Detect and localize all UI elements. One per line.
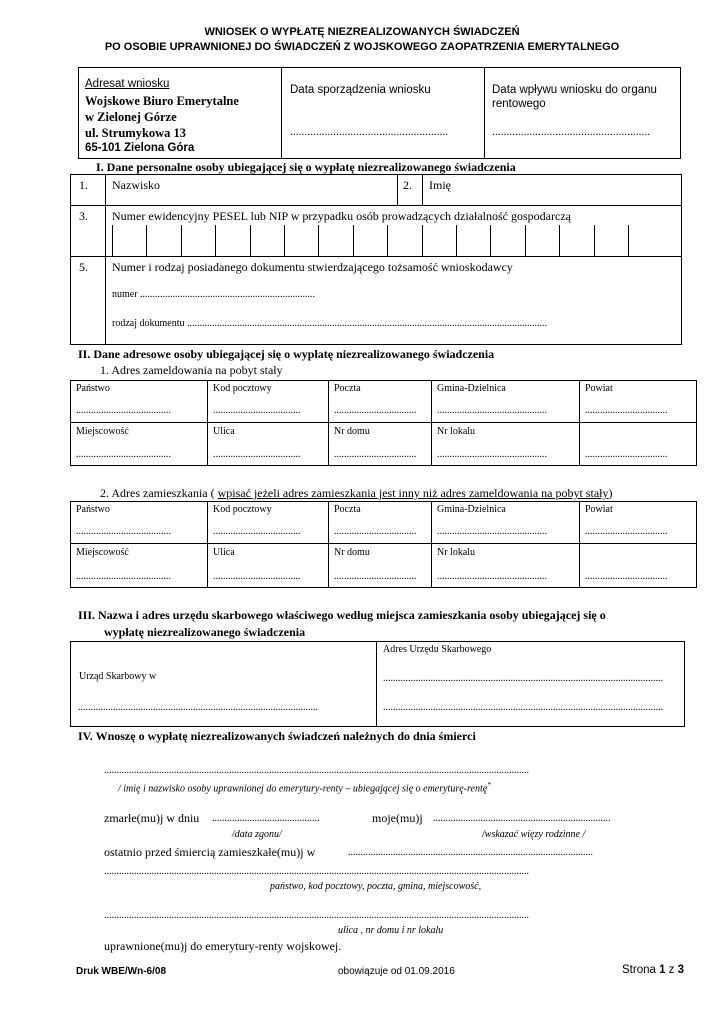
pesel-nip-cells[interactable]	[112, 225, 629, 256]
section3-title-line2: wypłatę niezrealizowanego świadczenia	[104, 625, 306, 639]
valid-from: obowiązuje od 01.09.2016	[338, 966, 455, 977]
street-label: Ulica	[213, 426, 235, 437]
surname-label: Nazwisko	[112, 178, 160, 192]
street-field[interactable]: ...................................	[213, 571, 301, 582]
city-label: Miejscowość	[76, 547, 129, 558]
extra-field[interactable]: .................................	[585, 449, 668, 460]
document-number-field[interactable]: numer ......................................................................	[112, 289, 316, 300]
municipality-field[interactable]: ............................................	[437, 405, 547, 416]
pesel-cell[interactable]	[353, 225, 387, 256]
city-field[interactable]: ......................................	[76, 571, 171, 582]
date-received-field[interactable]: .......................................................	[492, 126, 651, 138]
relationship-field[interactable]: .......................................................................	[433, 813, 611, 824]
row3-number: 3.	[79, 209, 88, 223]
residence-address-heading: 2. Adres zamieszkania ( wpisać jeżeli adres zamieszkania jest inny niż adres zameldowania na pobyt stały)	[100, 486, 613, 500]
relationship-caption: /wskazać więzy rodzinne /	[482, 829, 586, 840]
district-field[interactable]: .................................	[585, 526, 668, 537]
post-office-field[interactable]: .................................	[334, 405, 417, 416]
city-label: Miejscowość	[76, 426, 129, 437]
country-field[interactable]: ......................................	[76, 405, 171, 416]
first-name-label: Imię	[429, 178, 451, 192]
street-field[interactable]: ...................................	[213, 449, 301, 460]
municipality-field[interactable]: ............................................	[437, 526, 547, 537]
registered-address-heading: 1. Adres zameldowania na pobyt stały	[100, 363, 283, 377]
my-relation-label: moje(mu)j	[372, 811, 423, 825]
country-field[interactable]: ......................................	[76, 526, 171, 537]
residence-address-note: wpisać jeżeli adres zamieszkania jest inny niż adres zameldowania na pobyt stały	[217, 486, 609, 500]
extra-field[interactable]: .................................	[585, 571, 668, 582]
postal-code-label: Kod pocztowy	[213, 504, 272, 515]
pesel-cell[interactable]	[422, 225, 456, 256]
pesel-cell[interactable]	[181, 225, 215, 256]
apartment-number-label: Nr lokalu	[437, 426, 476, 437]
district-label: Powiat	[585, 383, 613, 394]
addressee-label: Adresat wniosku	[85, 78, 170, 90]
page-number: Strona 1 z 3	[622, 964, 685, 976]
form-title-line1: WNIOSEK O WYPŁATĘ NIEZREALIZOWANYCH ŚWIADCZEŃ	[204, 26, 520, 38]
entitled-text: uprawnione(mu)j do emerytury-renty wojskowej.	[104, 939, 342, 953]
municipality-label: Gmina-Dzielnica	[437, 383, 506, 394]
pesel-cell[interactable]	[525, 225, 559, 256]
surname-field[interactable]	[108, 193, 395, 203]
pesel-cell[interactable]	[456, 225, 490, 256]
post-office-label: Poczta	[334, 383, 361, 394]
date-of-death-caption: /data zgonu/	[232, 829, 282, 840]
tax-office-address-field2[interactable]: ................................................................................................................	[383, 702, 663, 713]
form-title-line2: PO OSOBIE UPRAWNIONEJ DO ŚWIADCZEŃ Z WOJSKOWEGO ZAOPATRZENIA EMERYTALNEGO	[104, 41, 620, 53]
row1-number: 1.	[79, 178, 88, 192]
residence-address-caption: państwo, kod pocztowy, poczta, gmina, miejscowość,	[270, 881, 482, 892]
date-received-label2: rentowego	[492, 98, 546, 110]
addressee-line4: 65-101 Zielona Góra	[85, 142, 195, 154]
addressee-line1: Wojskowe Biuro Emerytalne	[85, 94, 239, 108]
section3-title-line1: III. Nazwa i adres urzędu skarbowego właściwego według miejsca zamieszkania osoby ubiegającej się o	[78, 608, 606, 622]
country-label: Państwo	[76, 383, 110, 394]
pesel-nip-label: Numer ewidencyjny PESEL lub NIP w przypadku osób prowadzących działalność gospodarczą	[112, 209, 571, 223]
last-residence-label: ostatnio przed śmiercią zamieszkałe(mu)j w	[104, 845, 316, 859]
tax-office-address-field1[interactable]: ................................................................................................................	[383, 673, 663, 684]
section1-title: I. Dane personalne osoby ubiegającej się o wypłatę niezrealizowanego świadczenia	[96, 160, 516, 174]
first-name-field[interactable]	[425, 193, 679, 203]
document-type-field[interactable]: rodzaj dokumentu ................................................................................................................................................	[112, 318, 547, 329]
tax-office-address-label: Adres Urzędu Skarbowego	[383, 644, 492, 655]
pesel-cell[interactable]	[387, 225, 421, 256]
document-label: Numer i rodzaj posiadanego dokumentu stwierdzającego tożsamość wnioskodawcy	[112, 260, 513, 274]
pesel-cell[interactable]	[490, 225, 524, 256]
apartment-number-field[interactable]: ............................................	[437, 571, 547, 582]
pesel-cell[interactable]	[146, 225, 180, 256]
addressee-line2: w Zielonej Górze	[85, 110, 177, 124]
house-number-label: Nr domu	[334, 547, 370, 558]
pesel-cell[interactable]	[284, 225, 318, 256]
pesel-cell[interactable]	[215, 225, 249, 256]
house-number-label: Nr domu	[334, 426, 370, 437]
post-office-label: Poczta	[334, 504, 361, 515]
section2-title: II. Dane adresowe osoby ubiegającej się o wypłatę niezrealizowanego świadczenia	[78, 347, 495, 361]
section4-title: IV. Wnoszę o wypłatę niezrealizowanych świadczeń należnych do dnia śmierci	[78, 729, 476, 743]
country-label: Państwo	[76, 504, 110, 515]
municipality-label: Gmina-Dzielnica	[437, 504, 506, 515]
date-prepared-label: Data sporządzenia wniosku	[290, 84, 431, 96]
postal-code-field[interactable]: ...................................	[213, 526, 301, 537]
pesel-cell[interactable]	[594, 225, 629, 256]
addressee-line3: ul. Strumykowa 13	[85, 126, 187, 140]
post-office-field[interactable]: .................................	[334, 526, 417, 537]
deceased-name-caption: / imię i nazwisko osoby uprawnionej do emerytury-renty – ubiegającej się o emeryturę-rentę*	[118, 781, 491, 795]
died-on-label: zmarłe(mu)j w dniu	[104, 811, 200, 825]
house-number-field[interactable]: .................................	[334, 571, 417, 582]
postal-code-field[interactable]: ...................................	[213, 405, 301, 416]
date-prepared-field[interactable]: .......................................................	[290, 126, 449, 138]
row2-number: 2.	[403, 178, 412, 192]
apartment-number-label: Nr lokalu	[437, 547, 476, 558]
pesel-cell[interactable]	[112, 225, 146, 256]
deceased-name-field[interactable]: ..........................................................................................................................................................................	[104, 765, 529, 776]
last-residence-field[interactable]: ..................................................................................................	[348, 847, 593, 858]
date-of-death-field[interactable]: ...........................................	[212, 813, 320, 824]
street-address-caption: ulica , nr domu i nr lokalu	[338, 925, 444, 936]
district-field[interactable]: .................................	[585, 405, 668, 416]
pesel-cell[interactable]	[318, 225, 352, 256]
tax-office-field[interactable]: ................................................................................................	[78, 702, 318, 713]
street-label: Ulica	[213, 547, 235, 558]
date-received-label1: Data wpływu wniosku do organu	[492, 84, 657, 96]
district-label: Powiat	[585, 504, 613, 515]
residence-address-line-field[interactable]: ..........................................................................................................................................................................	[104, 866, 529, 877]
apartment-number-field[interactable]: ............................................	[437, 449, 547, 460]
form-code: Druk WBE/Wn-6/08	[76, 966, 167, 977]
postal-code-label: Kod pocztowy	[213, 383, 272, 394]
row5-number: 5.	[79, 260, 88, 274]
street-address-line-field[interactable]: ..........................................................................................................................................................................	[104, 910, 529, 921]
city-field[interactable]: ......................................	[76, 449, 171, 460]
house-number-field[interactable]: .................................	[334, 449, 417, 460]
tax-office-table	[70, 641, 685, 727]
pesel-cell[interactable]	[559, 225, 593, 256]
tax-office-label: Urząd Skarbowy w	[79, 671, 157, 682]
pesel-cell[interactable]	[250, 225, 284, 256]
